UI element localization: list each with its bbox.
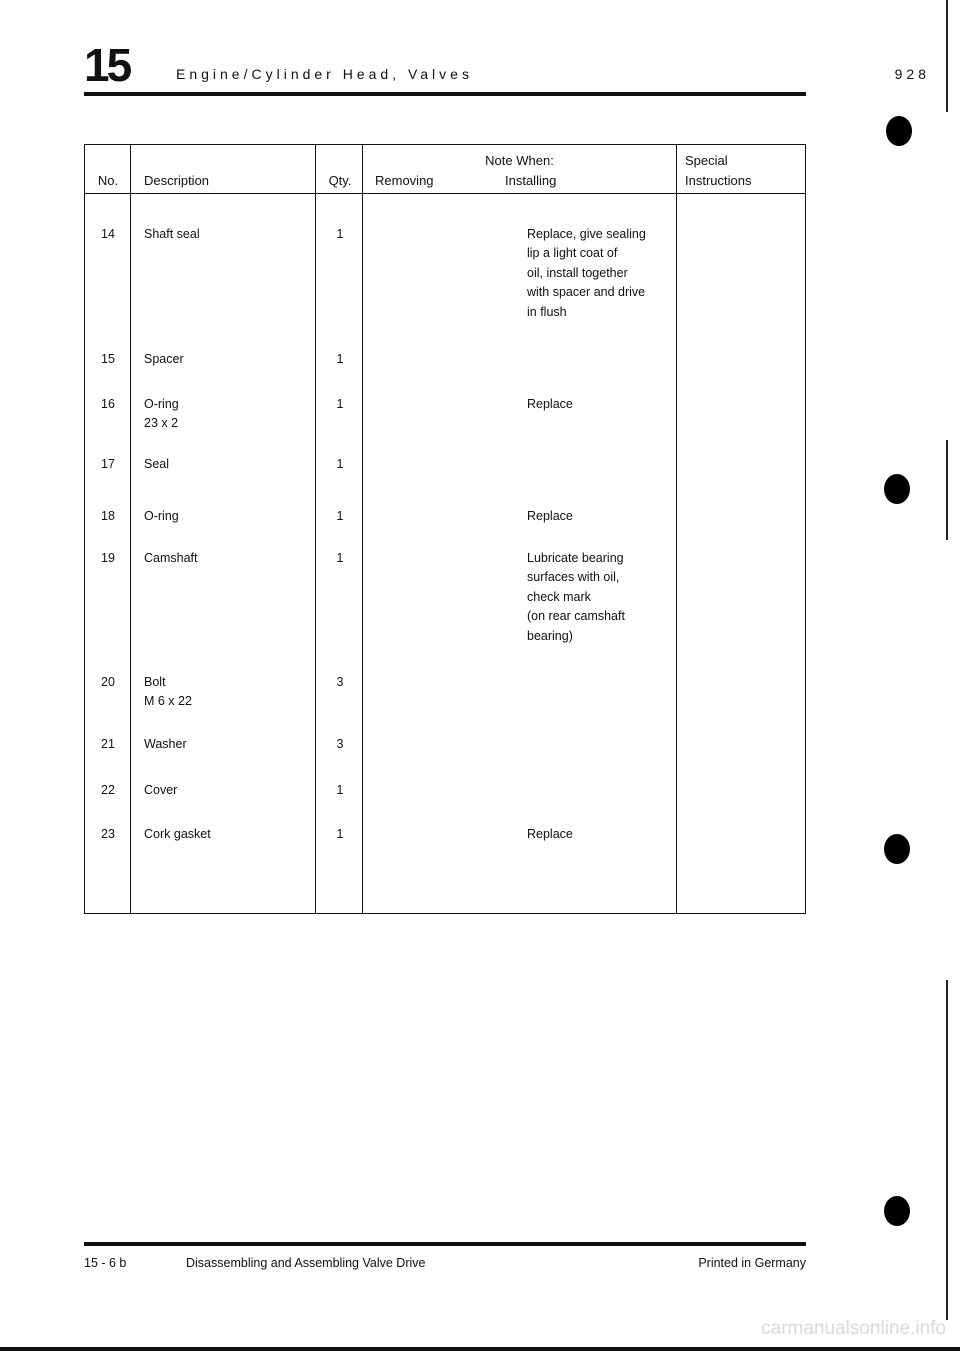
row-number: 20 <box>101 675 115 689</box>
col-header-special: Special <box>685 153 728 168</box>
scan-edge-line <box>946 980 948 1320</box>
row-description <box>144 781 177 800</box>
col-header-no: No. <box>97 173 119 188</box>
binder-hole-icon <box>884 1196 910 1226</box>
row-number: 14 <box>101 227 115 241</box>
installing-note-line: lip a light coat of <box>527 246 618 261</box>
parts-table <box>84 144 806 914</box>
installing-note-line: surfaces with oil, <box>527 570 620 585</box>
installing-note-line: Replace <box>527 509 573 523</box>
row-description <box>144 225 200 244</box>
installing-note-line: in flush <box>527 304 567 319</box>
installing-note-line: check mark <box>527 589 591 604</box>
header-divider <box>85 193 805 194</box>
installing-note-line: (on rear camshaft <box>527 609 625 624</box>
row-number: 23 <box>101 827 115 841</box>
row-qty: 1 <box>336 227 344 241</box>
row-number: 16 <box>101 397 115 411</box>
row-qty: 1 <box>336 551 344 565</box>
row-description <box>144 350 184 369</box>
col-header-qty: Qty. <box>328 173 352 188</box>
section-number: 15 <box>84 39 130 91</box>
scan-bottom-edge <box>0 1347 960 1351</box>
row-installing-note <box>527 395 573 414</box>
description-line: O-ring <box>144 397 179 411</box>
row-installing-note <box>527 225 646 322</box>
row-number: 18 <box>101 509 115 523</box>
installing-note-line: Replace <box>527 827 573 841</box>
description-line: Spacer <box>144 352 184 366</box>
row-number: 21 <box>101 737 115 751</box>
scan-edge-line <box>946 440 948 540</box>
row-description <box>144 395 179 434</box>
description-line: Seal <box>144 457 170 471</box>
page-number: 15 - 6 b <box>84 1256 127 1270</box>
row-description <box>144 825 211 844</box>
description-line: M 6 x 22 <box>144 694 192 709</box>
col-header-instructions: Instructions <box>685 173 752 188</box>
printed-note: Printed in Germany <box>698 1256 806 1270</box>
installing-note-line: oil, install together <box>527 265 628 280</box>
row-installing-note <box>527 825 573 844</box>
row-qty: 1 <box>336 352 344 366</box>
header-rule <box>84 92 806 96</box>
col-header-installing: Installing <box>505 173 557 188</box>
row-installing-note <box>527 549 625 646</box>
row-number: 15 <box>101 352 115 366</box>
binder-hole-icon <box>884 474 910 504</box>
binder-hole-icon <box>884 834 910 864</box>
row-number: 17 <box>101 457 115 471</box>
col-header-description: Description <box>144 173 210 188</box>
installing-note-line: with spacer and drive <box>527 285 646 300</box>
row-qty: 1 <box>336 783 344 797</box>
row-qty: 1 <box>336 397 344 411</box>
installing-note-line: Lubricate bearing <box>527 551 624 565</box>
section-title: Engine/Cylinder Head, Valves <box>176 66 473 82</box>
row-installing-note <box>527 507 573 526</box>
row-description <box>144 735 187 754</box>
description-line: O-ring <box>144 509 179 523</box>
row-qty: 3 <box>336 737 344 751</box>
description-line: Washer <box>144 737 187 751</box>
row-description <box>144 549 198 568</box>
watermark: carmanualsonline.info <box>761 1318 946 1339</box>
row-description <box>144 455 169 474</box>
installing-note-line: Replace <box>527 397 573 411</box>
description-line: Cork gasket <box>144 827 211 841</box>
installing-note-line: bearing) <box>527 628 573 643</box>
scan-edge-line <box>946 0 948 112</box>
row-qty: 1 <box>336 509 344 523</box>
col-header-removing: Removing <box>375 173 434 188</box>
description-line: Camshaft <box>144 551 198 565</box>
row-description <box>144 673 192 712</box>
row-number: 22 <box>101 783 115 797</box>
description-line: 23 x 2 <box>144 416 179 431</box>
description-line: Shaft seal <box>144 227 200 241</box>
binder-hole-icon <box>886 116 912 146</box>
description-line: Bolt <box>144 675 166 689</box>
description-line: Cover <box>144 783 178 797</box>
footer-rule <box>84 1242 806 1246</box>
installing-note-line: Replace, give sealing <box>527 227 646 241</box>
model-number: 928 <box>894 66 930 82</box>
row-number: 19 <box>101 551 115 565</box>
row-qty: 1 <box>336 457 344 471</box>
row-qty: 3 <box>336 675 344 689</box>
row-qty: 1 <box>336 827 344 841</box>
row-description <box>144 507 179 526</box>
col-header-note-when: Note When: <box>485 153 554 168</box>
footer-title: Disassembling and Assembling Valve Drive <box>186 1256 426 1270</box>
